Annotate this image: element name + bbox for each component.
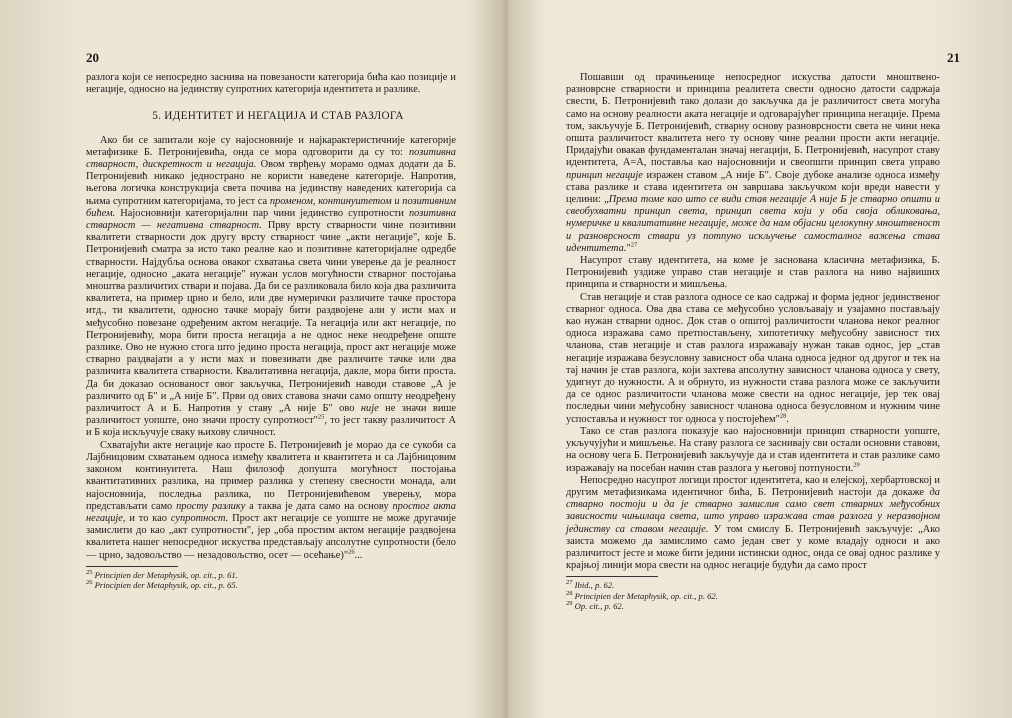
text-run: и то као — [125, 512, 171, 524]
footnote-text: Principien der Metaphysik, op. cit., p. 62. — [574, 590, 718, 601]
right-page — [506, 0, 1012, 718]
italic-run: просту разлику — [176, 500, 246, 512]
footnote-ref: 25 — [317, 413, 325, 421]
paragraph — [86, 72, 456, 96]
footnote-text: Op. cit., p. 62. — [574, 601, 624, 612]
page-number-left: 20 — [86, 50, 99, 65]
text-run: Став негације и став разлога односе се као садржај и форма једног јединственог стварног односа. Ова два става се међусобно условљавају и узајамно постављају као нужан стварни однос. Док став о општој различитости чланова неког реалног односа изражава само претпостављену, хипотетичку међусобну зависност тих чланова, став негације и став разлога изражавају нужан такав однос, јер „став негације изражава безусловну зависност оба члана односа једног од другог и тек на тај начин је став разлога, који захтева апсолутну зависност чланова односа у свету, удигнут до нужности. А и обрнуто, из нужности става разлога може се закључити да се однос различитости чланова може свести на однос негације, јер тек овај последњи чини међусобну зависност чланова односа безусловном и нужним чине успоставља и нужност тог односа у постојећем" — [566, 291, 940, 425]
italic-run: позитивна стварност, дискретност и негација. — [86, 146, 456, 171]
text-run: Овом тврђењу морамо одмах додати да Б. Петронијевић никако једнострано не користи наведене категорије. Напротив, његова логичка конструкција света почива на јединству наведених категорија са њима супротним категоријама, то јест са — [86, 159, 457, 207]
italic-run: супротност. — [170, 512, 229, 524]
text-run: Прву врсту стварности чине позитивни квалитети стварности док другу врсту стварност чине „акти негације", које Б. Петронијевић сматра за исто тако реалне као и позитивне категоријалне одредбе стварности. Најдубља основа оваког схватања света чини уверење да је реалност негације, односно „аката негације" нужан услов могућности стварног постојања мноштва различитих ствари и појава. Да би се разликовала било која два различита квалитета, на пример црно и бело, или две нумерички различите тачке простора итд., ти квалитети, односно тачке морају бити раздвојене али у исти мах и међусобно повезане одређеним актом негације. Та негација или акт негације, по Петронијевићу, мора бити проста негација а не однос неке неодређене опште разлике. Ово не нужно стога што једино проста негација, прост акт негације може стварно раздвајати а у исти мах и повезивати две различите тачке или два различита квалитета стварности. Квалитативна негација, дакле, мора бити проста. Да би доказао основаност овог закључка, Петронијевић наводи ставове „А је различито од Б" и „А није Б". Први од ових ставова значи само општу неодређену различитост А и Б. Напротив у ставу „А није Б" ово — [86, 220, 456, 415]
text-run: а таква је дата само на основу — [245, 500, 393, 512]
italic-run: променом, континуитетом и позитивним бићем. — [86, 195, 456, 219]
footnote-ref: 29 — [853, 461, 860, 469]
footnote-text: Principien der Metaphysik, op. cit., p. 65. — [94, 580, 238, 591]
footnote-divider — [86, 566, 178, 567]
text-run: Ако би се запитали које су најосновније и најкарактеристичније категорије метафизике Б. Петронијевића, онда се мора одговорити да су то: — [86, 134, 456, 158]
paragraph — [86, 440, 456, 562]
italic-run: простог акта негације, — [86, 500, 456, 524]
text-run: , то јест такву различитост А и Б која искључује сваку њихову сличност. — [86, 415, 456, 439]
text-run: Најосновнији категоријални пар чини јединство супротности — [115, 207, 409, 219]
italic-run: позитивна стварност — негативна стварност. — [86, 207, 456, 232]
footnote-ref: 27 — [630, 241, 638, 249]
paragraph — [86, 135, 456, 440]
text-run: Прост акт негације се уопште не може другачије замислити до као „акт супротности", јер „оба простим актом негације раздвојена квалитета нашег непосредног искуства представљају апсолутне супротности (бело — црно, задовољство — незадовољство, осет — осећање)" — [86, 512, 457, 561]
text-run: . — [786, 413, 789, 425]
text-run: Тако се став разлога показује као најосновнији принцип стварности уопште, укључујући и мишљење. На ставу разлога се заснивају сви остали основни ставови, на основу чега Б. Петронијевић закључује да и став идентитета и став разлике само изражавају на посебан начин став разлога у његовој потпуности. — [566, 425, 940, 474]
text-run: разлога који се непосредно заснива на повезаности категорија бића као позиције и негације, односно на јединству супротних категорија идентитета и разлике. — [86, 72, 456, 96]
italic-run: Према томе као што се види став негације А није Б је стварно општи и свеобухватни принцип света, принцип света који у оба своја обликовања, нумеричке и квалитативне негације, може да нам објасни целокупну мноштвеност и разноврсност ствари уз потпуно искључење самосталног важења става идентитета. — [566, 194, 941, 254]
text-run: Схватајући акте негације као просте Б. Петронијевић је морао да се сукоби са Лајбницовим схватањем односа између квалитета и квантитета и са Лајбницовим законом континуитета. Наш филозоф допушта могућност постојања квантитативних разлика, на пример разлика у степену свесности монада, али најосновнија, последња разлика, по Петронијевићевом уверењу, мора представљати само — [86, 439, 456, 512]
text-run: Насупрот ставу идентитета, на коме је заснована класична метафизика, Б. Петронијевић уздиже управо став негације и став разлога на ниво највиших принципа и стварности и мишљења. — [566, 255, 940, 291]
italic-run: да стварно постоји и да је стварно замислив само свет стварних међусобних зависности чињилаца света, што управо изражава став разлога у неразвојном јединству са ставом негације. — [566, 486, 940, 535]
footnote — [86, 580, 456, 590]
footnote — [566, 601, 940, 611]
footnote-ref: 28 — [779, 412, 787, 420]
text-run: " — [626, 242, 631, 254]
footnote — [86, 570, 456, 580]
footnote-ref: 26 — [348, 548, 355, 556]
footnote-text: Principien der Metaphysik, op. cit., p. 61. — [94, 569, 238, 580]
paragraph — [566, 475, 940, 573]
paragraph — [566, 426, 940, 475]
paragraph — [566, 72, 940, 255]
footnote-number: 25 — [86, 568, 93, 576]
text-run: Пошавши од прачињенице непосредног искуства датости мноштвено-разноврсне стварности и принципа реалитета свести односно датости садржаја свести, Б. Петронијевић тако долази до закључка да је различитост света могућа само на основу реалности аката негације и одговарајућег принципа негације. Према том, закључује Б. Петронијевић, стварну основу разноврсности света не чини нека општа различитост квалитета него ту основу чине реални прости акти негације. Придајући овакав фундаменталан значај негацији, Б. Петронијевић, насупрот ставу идентитета, А=А, поставља као најосновнији и свеопшти принцип света управо — [566, 72, 940, 169]
italic-run: није — [360, 403, 379, 415]
footnote-number: 28 — [566, 589, 573, 597]
text-run: изражен ставом „А није Б". Своје дубоке анализе односа између става разлике и става идентитета он завршава закључком који вреди навести у целини: „ — [566, 169, 940, 206]
footnote-number: 27 — [566, 579, 573, 587]
footnote — [566, 580, 940, 590]
left-page-text — [86, 72, 456, 591]
text-run: Непосредно насупрот логици простог идентитета, као и елејској, хербартовској и другим метафизикама идентичног бића, Б. Петронијевић настоји да докаже — [566, 474, 940, 498]
page-number-right: 21 — [947, 50, 960, 65]
italic-run: принцип негације — [566, 169, 643, 181]
footnote-text: Ibid., p. 62. — [574, 580, 615, 591]
right-page-text — [566, 72, 940, 612]
paragraph — [566, 255, 940, 292]
footnote-divider — [566, 576, 658, 577]
footnote — [566, 591, 940, 601]
section-heading: 5. ИДЕНТИТЕТ И НЕГАЦИЈА И СТАВ РАЗЛОГА — [152, 110, 404, 123]
footnote-number: 29 — [566, 600, 573, 608]
paragraph — [566, 292, 940, 426]
text-run: У том смислу Б. Петронијевић закључује: „Ако заиста можемо да замислимо само један свет у коме владају односи и ако различитост јесте и може бити једини истински однос, онда се овај однос разлике у крајњој линији мора свести на однос негације будући да само прост — [566, 523, 940, 572]
text-run: не значи више различитост уопште, оно значи просту супротност" — [86, 403, 456, 427]
text-run: ... — [354, 549, 363, 561]
footnote-number: 26 — [86, 579, 93, 587]
